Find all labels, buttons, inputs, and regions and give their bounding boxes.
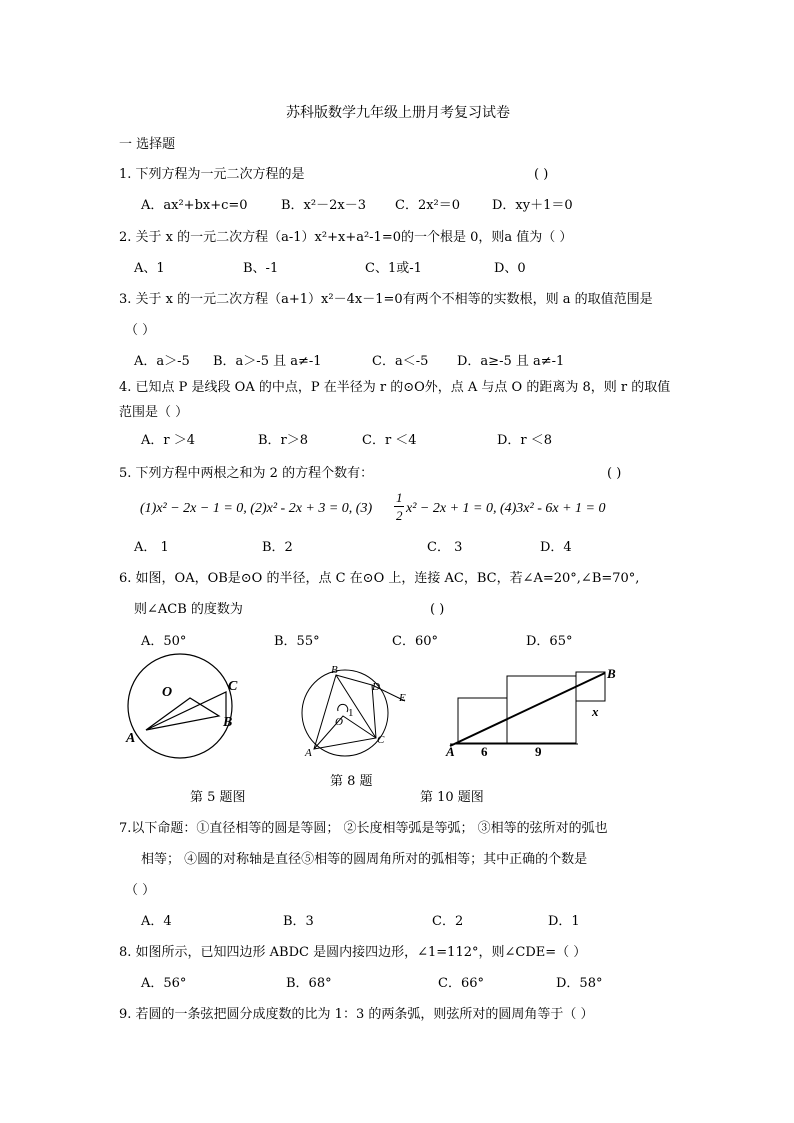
- question-7-line-2: 相等； ④圆的对称轴是直径⑤相等的圆周角所对的弧相等；其中正确的个数是: [141, 852, 588, 867]
- answer-paren: （ ）: [125, 883, 156, 898]
- label-e: E: [399, 692, 406, 704]
- figure-8-caption: 第 8 题: [330, 774, 373, 789]
- question-6-stem-cont: 则∠ACB 的度数为: [134, 602, 243, 617]
- section-heading: 一 选择题: [119, 137, 176, 152]
- option-a: A、1: [134, 261, 165, 276]
- page-title: 苏科版数学九年级上册月考复习试卷: [286, 105, 510, 121]
- option-c: C、1或-1: [365, 261, 422, 276]
- angle-1-arc: [338, 704, 348, 712]
- figure-5: [128, 654, 232, 758]
- square-small: [458, 698, 507, 743]
- label-a: A: [446, 744, 455, 759]
- label-d: D: [372, 681, 380, 693]
- label-b: B: [607, 666, 616, 681]
- question-1-stem: 1. 下列方程为一元二次方程的是: [119, 167, 305, 182]
- option-c: C．66°: [438, 976, 484, 991]
- label-1: 1: [348, 707, 354, 719]
- question-4-stem: 4. 已知点 P 是线段 OA 的中点，P 在半径为 r 的⊙O外，点 A 与点 O 的距离为 8，则 r 的取值: [119, 380, 671, 395]
- label-a: A: [305, 747, 312, 759]
- option-a: A． 1: [134, 540, 169, 555]
- figure-5-caption: 第 5 题图: [190, 790, 246, 805]
- option-b: B．r＞8: [258, 433, 309, 448]
- option-c: C．r ＜4: [362, 433, 417, 448]
- option-b: B．3: [283, 914, 314, 929]
- option-c: C．2x²＝0: [395, 198, 461, 213]
- question-9-stem: 9. 若圆的一条弦把圆分成度数的比为 1：3 的两条弧，则弦所对的圆周角等于（ ）: [119, 1007, 594, 1022]
- equation-part-2: x² − 2x + 1 = 0, (4)3x² - 6x + 1 = 0: [406, 501, 606, 516]
- label-c: C: [377, 734, 385, 746]
- question-2-stem: 2. 关于 x 的一元二次方程（a-1）x²+x+a²-1=0的一个根是 0，则a 值为（ ）: [119, 230, 573, 245]
- option-c: C．60°: [392, 634, 438, 649]
- option-a: A．4: [141, 914, 172, 929]
- fraction-denominator: 2: [396, 508, 403, 523]
- option-b: B．68°: [286, 976, 332, 991]
- option-a: A．56°: [141, 976, 187, 991]
- label-o: O: [162, 685, 173, 700]
- label-9: 9: [535, 744, 542, 759]
- fraction-numerator: 1: [396, 490, 403, 505]
- option-c: C．a＜-5: [372, 354, 429, 369]
- option-d: D．4: [540, 540, 572, 555]
- option-a: A．50°: [141, 634, 187, 649]
- answer-paren: （ ）: [125, 323, 156, 338]
- option-a: A．r ＞4: [141, 433, 196, 448]
- question-7-line-1: 7.以下命题：①直径相等的圆是等圆； ②长度相等弧是等弧； ③相等的弦所对的弧也: [119, 821, 608, 836]
- radii-oa-oc: [314, 716, 376, 749]
- label-6: 6: [481, 744, 488, 759]
- option-c: C．2: [432, 914, 464, 929]
- option-b: B．x²－2x－3: [281, 198, 366, 213]
- option-a: A．a＞-5: [134, 354, 190, 369]
- question-3-stem: 3. 关于 x 的一元二次方程（a+1）x²－4x－1=0有两个不相等的实数根，则 a 的取值范围是: [119, 292, 653, 307]
- option-d: D．xy＋1＝0: [492, 198, 573, 213]
- segment-ab: [450, 673, 605, 746]
- question-4-stem-cont: 范围是（ ）: [119, 405, 189, 420]
- question-8-stem: 8. 如图所示，已知四边形 ABDC 是圆内接四边形，∠1=112°，则∠CDE=（ ）: [119, 945, 587, 960]
- segments-ac-bc: [146, 692, 226, 730]
- figure-10: [450, 672, 605, 746]
- square-x: [576, 672, 605, 701]
- answer-paren: ( ): [607, 466, 622, 481]
- answer-paren: ( ): [534, 167, 549, 182]
- option-d: D．1: [548, 914, 580, 929]
- option-b: B．55°: [274, 634, 320, 649]
- option-d: D．58°: [556, 976, 603, 991]
- label-o: O: [335, 716, 343, 728]
- label-b: B: [331, 664, 338, 676]
- label-c: C: [228, 679, 238, 694]
- question-6-stem: 6. 如图，OA，OB是⊙O 的半径，点 C 在⊙O 上，连接 AC，BC，若∠A=20°,∠B=70°,: [119, 571, 640, 586]
- option-d: D．a≥-5 且 a≠-1: [457, 354, 565, 369]
- option-c: C． 3: [427, 540, 463, 555]
- option-a: A．ax²+bx+c=0: [141, 198, 248, 213]
- question-5-stem: 5. 下列方程中两根之和为 2 的方程个数有：: [119, 466, 374, 481]
- equation-part-1: (1)x² − 2x − 1 = 0, (2)x² - 2x + 3 = 0, (3): [140, 501, 373, 516]
- square-medium: [507, 676, 576, 743]
- answer-paren: ( ): [430, 602, 445, 617]
- option-b: B、-1: [243, 261, 279, 276]
- option-b: B．2: [262, 540, 293, 555]
- figure-10-caption: 第 10 题图: [420, 790, 484, 805]
- option-b: B．a＞-5 且 a≠-1: [213, 354, 322, 369]
- figure-8: [302, 670, 405, 756]
- option-d: D、0: [494, 261, 526, 276]
- label-x: x: [592, 704, 599, 719]
- label-b: B: [223, 715, 233, 730]
- option-d: D．65°: [526, 634, 573, 649]
- label-a: A: [126, 731, 136, 746]
- option-d: D．r ＜8: [497, 433, 553, 448]
